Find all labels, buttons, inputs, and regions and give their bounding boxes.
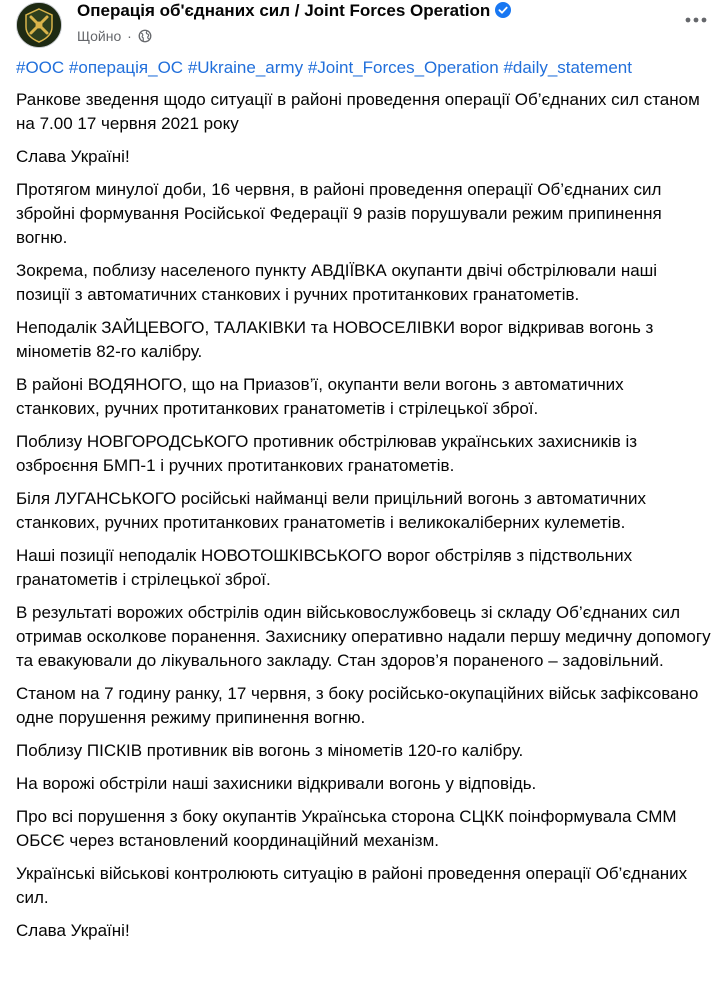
post-paragraph: Протягом минулої доби, 16 червня, в районі проведення операції Об’єднаних сил збройні формування Російської Федерації 9 разів порушували режим припинення вогню.: [16, 180, 662, 247]
hashtag-link[interactable]: #Ukraine_army: [187, 58, 304, 77]
post-paragraph: Зокрема, поблизу населеного пункту АВДІЇВКА окупанти двічі обстрілювали наші позиції з автоматичних станкових і ручних протитанкових гранатометів.: [16, 261, 658, 304]
post-paragraph: Поблизу НОВГОРОДСЬКОГО противник обстрілював українських захисників із озброєння БМП-1 і ручних протитанкових гранатометів.: [16, 432, 638, 475]
verified-badge-icon: [495, 2, 511, 23]
hashtag-link[interactable]: #daily_statement: [503, 58, 632, 77]
more-options-button[interactable]: [678, 6, 714, 34]
post-paragraph: Українські військові контролюють ситуацію в районі проведення операції Об’єднаних сил.: [16, 864, 688, 907]
page-name-text: Операція об'єднаних сил / Joint Forces Operation: [77, 1, 491, 20]
post-paragraph: Наші позиції неподалік НОВОТОШКІВСЬКОГО ворог обстріляв з підствольних гранатометів і стрілецької зброї.: [16, 546, 633, 589]
post-paragraph: В результаті ворожих обстрілів один військовослужбовець зі складу Об’єднаних сил отримав осколкове поранення. Захиснику оперативно надали першу медичну допомогу та евакуювали до лікувального закладу. Стан здоров’я пораненого – задовільний.: [16, 603, 711, 670]
meta-separator: ·: [127, 28, 132, 44]
post-paragraph: Поблизу ПІСКІВ противник вів вогонь з мінометів 120-го калібру.: [16, 741, 524, 760]
hashtag-link[interactable]: #операція_ОС: [68, 58, 184, 77]
post-paragraph: Станом на 7 годину ранку, 17 червня, з боку російсько-окупаційних військ зафіксовано одне порушення режиму припинення вогню.: [16, 684, 699, 727]
post-paragraph: Слава Україні!: [16, 921, 130, 940]
post-timestamp[interactable]: Щойно: [77, 28, 122, 44]
post-header: [0, 0, 728, 56]
post-paragraph: На ворожі обстріли наші захисники відкривали вогонь у відповідь.: [16, 774, 537, 793]
hashtag-link[interactable]: #ООС: [16, 58, 65, 77]
post-body: [0, 56, 728, 943]
post-paragraph: Ранкове зведення щодо ситуації в районі проведення операції Об’єднаних сил станом на 7.00 17 червня 2021 року: [16, 90, 700, 133]
post-paragraph: В районі ВОДЯНОГО, що на Приазов’ї, окупанти вели вогонь з автоматичних станкових, ручних протитанкових гранатометів і стрілецької зброї.: [16, 375, 624, 418]
hashtag-link[interactable]: #Joint_Forces_Operation: [307, 58, 499, 77]
globe-icon[interactable]: [138, 28, 152, 44]
post-paragraph: Слава Україні!: [16, 147, 130, 166]
hashtag-list: [16, 56, 712, 80]
post-paragraph: Про всі порушення з боку окупантів Українська сторона СЦКК поінформувала СММ ОБСЄ через встановлений координаційний механізм.: [16, 807, 677, 850]
post-meta: [77, 28, 152, 44]
joint-forces-emblem-icon: [17, 3, 61, 47]
more-options-icon: [685, 17, 707, 23]
page-avatar[interactable]: [16, 2, 62, 48]
post-paragraph: Біля ЛУГАНСЬКОГО російські найманці вели прицільний вогонь з автоматичних станкових, ручних протитанкових гранатометів і великокаліберних кулеметів.: [16, 489, 647, 532]
page-name-link[interactable]: [77, 1, 511, 23]
post-paragraph: Неподалік ЗАЙЦЕВОГО, ТАЛАКІВКИ та НОВОСЕЛІВКИ ворог відкривав вогонь з мінометів 82-го калібру.: [16, 318, 654, 361]
